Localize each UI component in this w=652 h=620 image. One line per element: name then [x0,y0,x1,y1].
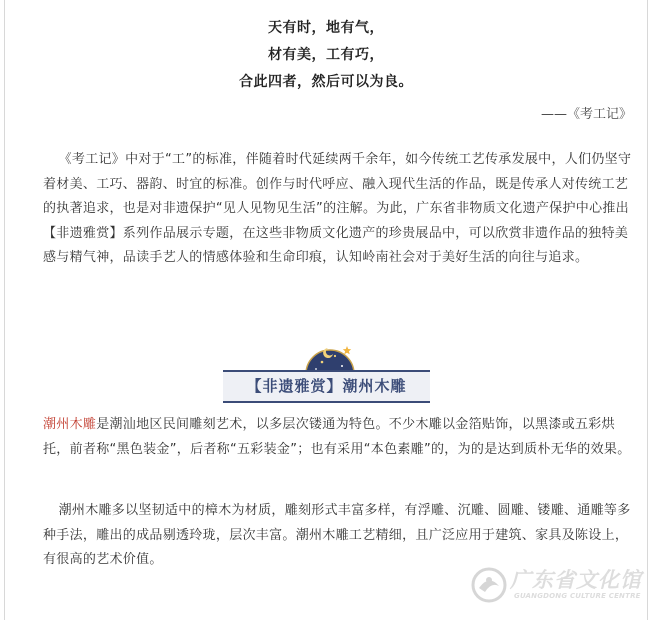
body-paragraph-1 [43,413,639,462]
intro-paragraph [43,148,639,271]
poem-line-3: 合此四者，然后可以为良。 [239,74,413,90]
watermark-name-cn: 广东省文化馆 [510,568,642,592]
poem-line-1: 天有时，地有气， [268,20,384,36]
poem-attribution: ——《考工记》 [540,107,632,122]
body-paragraph-1-text: 是潮汕地区民间雕刻艺术，以多层次镂通为特色。不少木雕以金箔贴饰，以黑漆或五彩烘托，前者称“黑色装金”，后者称“五彩装金”；也有采用“本色素雕”的，为的是达到质朴无华的效果。 [43,417,631,457]
section-header [0,342,652,402]
body-paragraph-2-text: 潮州木雕多以坚韧适中的樟木为材质，雕刻形式丰富多样，有浮雕、沉雕、圆雕、镂雕、通雕等多种手法，雕出的成品剔透玲珑，层次丰富。潮州木雕工艺精细，且广泛应用于建筑、家具及陈设上，有很高的艺术价值。 [43,503,631,567]
culture-centre-logo-icon [470,566,508,604]
section-title: 【非遗雅赏】潮州木雕 [223,370,430,403]
intro-text: 《考工记》中对于“工”的标准，伴随着时代延续两千余年，如今传统工艺传承发展中，人们仍坚守着材美、工巧、器韵、时宜的标准。创作与时代呼应、融入现代生活的作品，既是传承人对传统工艺的执著追求，也是对非遗保护“见人见物见生活”的注解。为此，广东省非物质文化遗产保护中心推出【非遗雅赏】系列作品展示专题，在这些非物质文化遗产的珍贵展品中，可以欣赏非遗作品的独特美感与精气神，品读手艺人的情感体验和生命印痕，认知岭南社会对于美好生活的向往与追求。 [43,152,632,265]
highlight-term: 潮州木雕 [43,417,97,432]
watermark-name-en: GUANGDONG CULTURE CENTRE [514,592,641,600]
watermark [470,562,645,610]
poem-line-2: 材有美，工有巧， [268,47,384,63]
poem [0,18,652,99]
